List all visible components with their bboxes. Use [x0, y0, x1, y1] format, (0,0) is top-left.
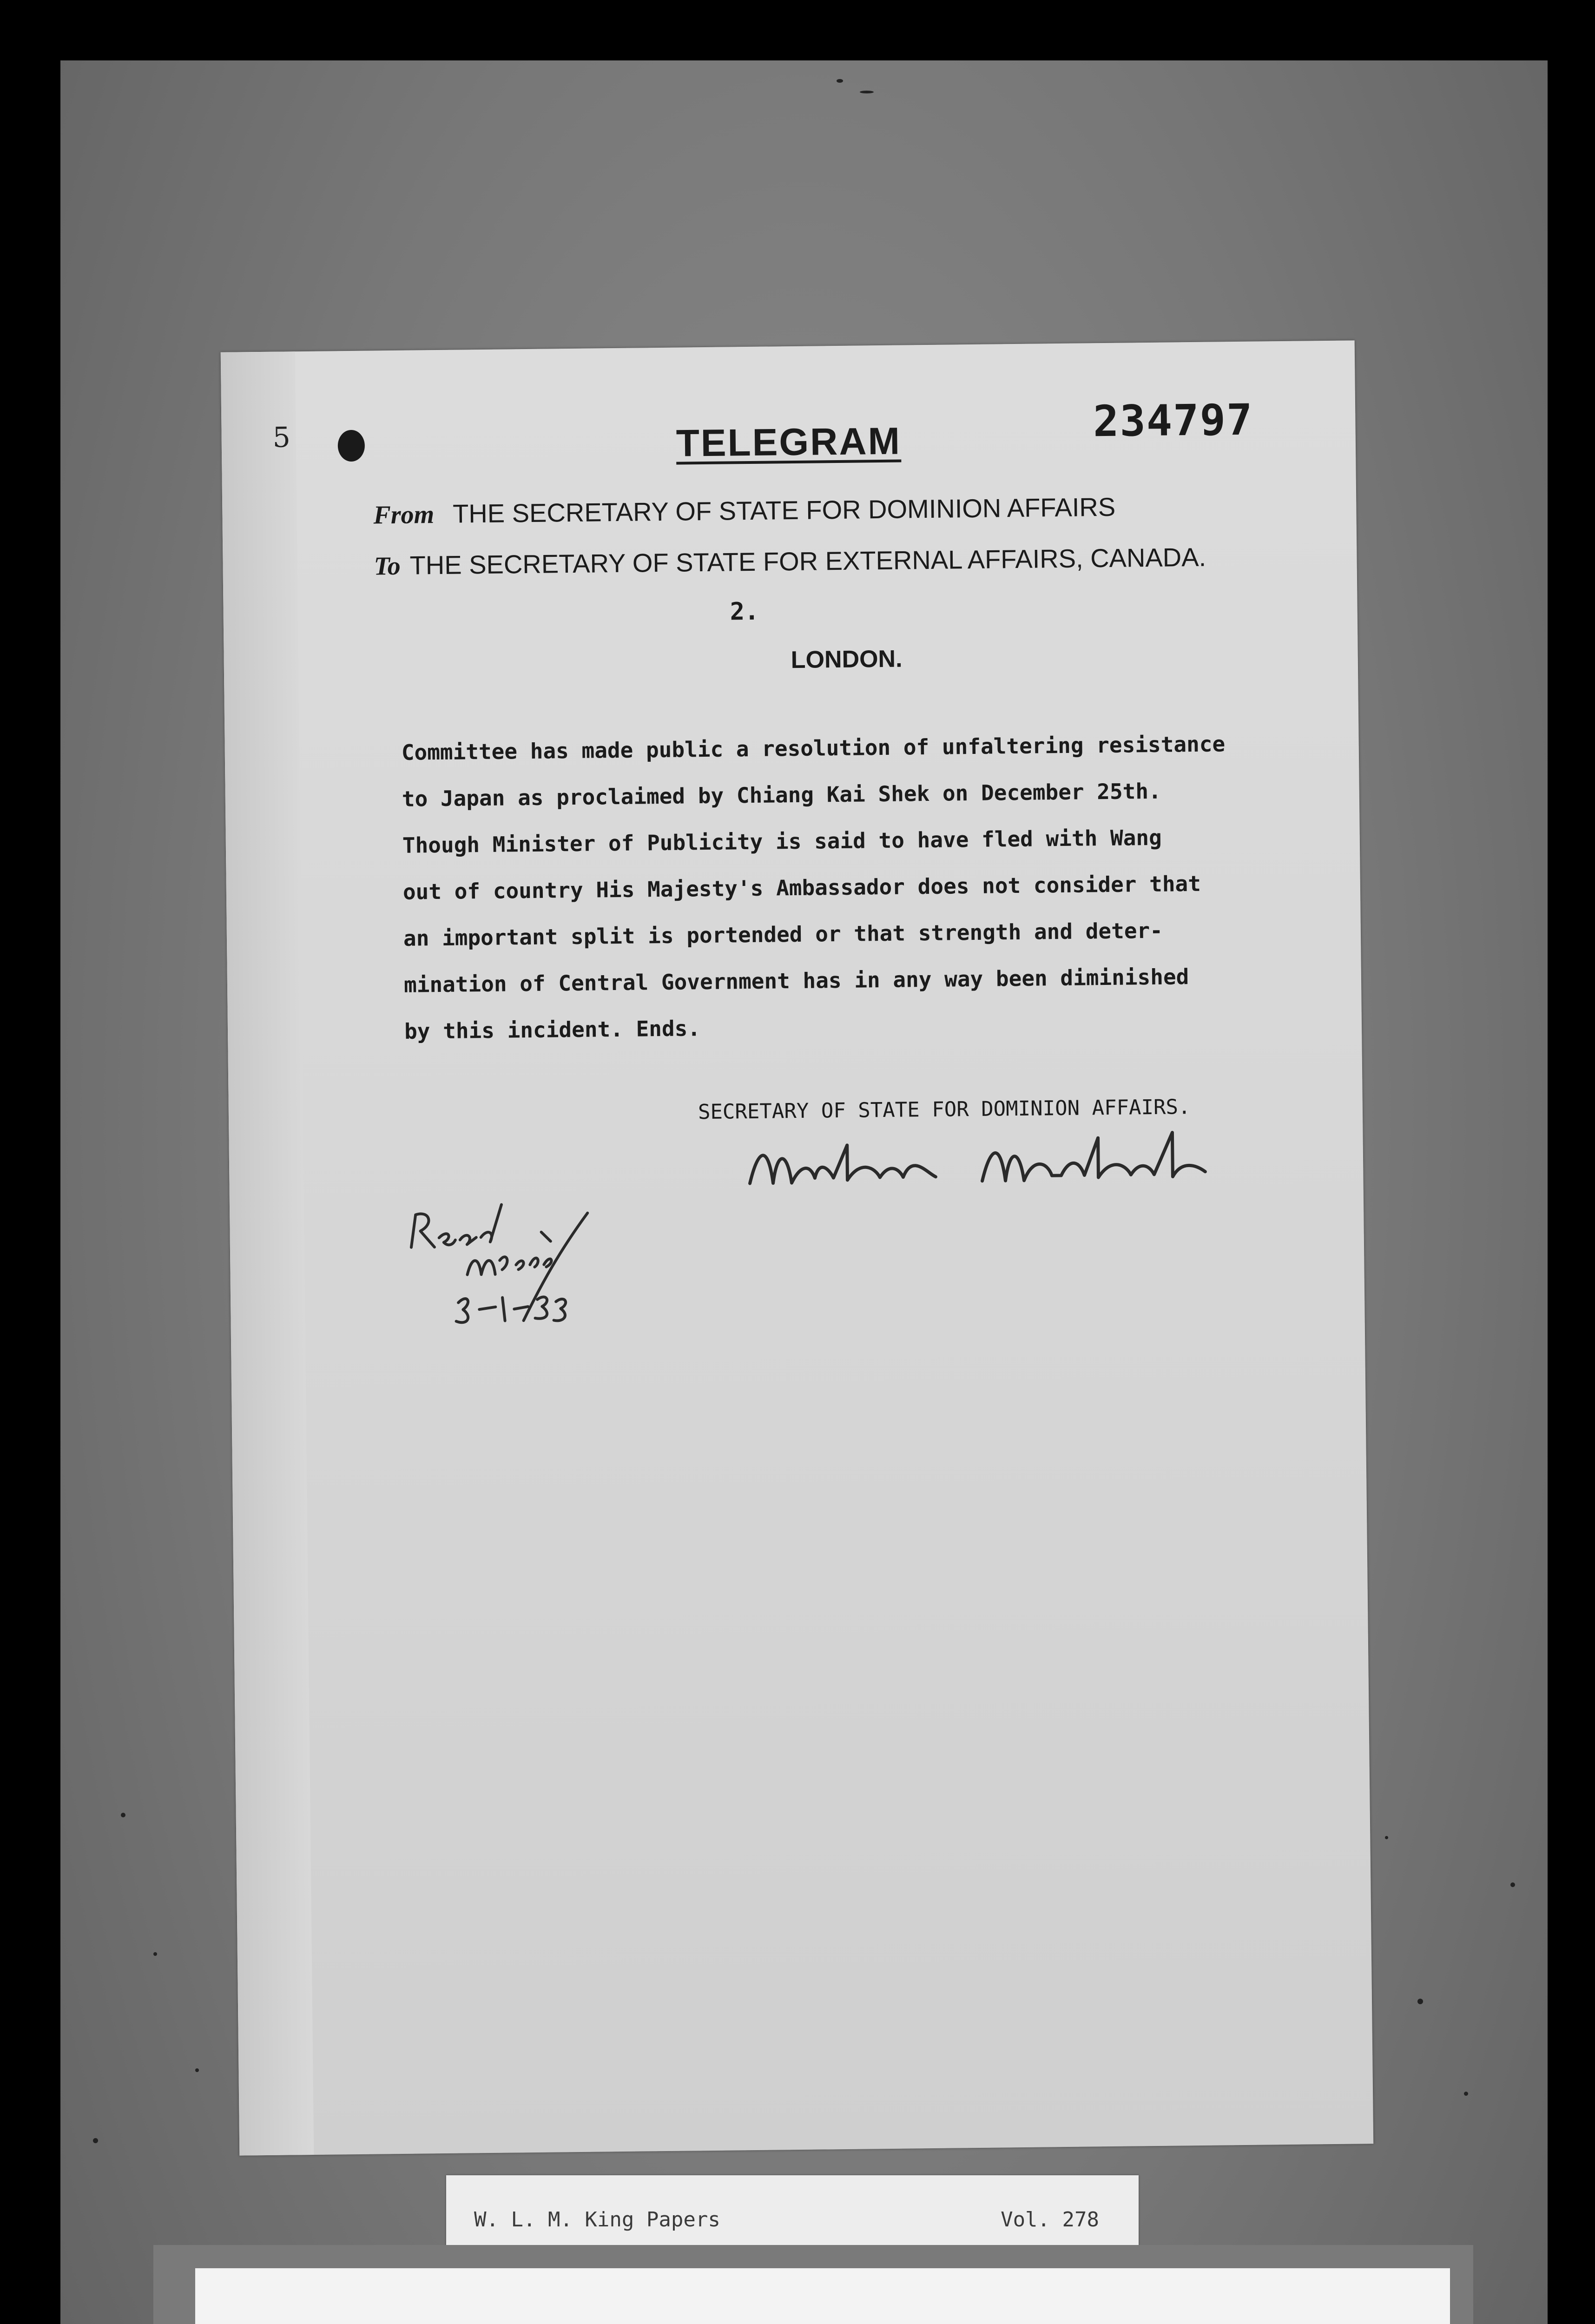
recipient-line	[374, 542, 1206, 581]
typed-signature: SECRETARY OF STATE FOR DOMINION AFFAIRS.	[698, 1095, 1191, 1124]
body-line: out of country His Majesty's Ambassador does not consider that	[402, 871, 1201, 905]
body-line: Committee has made public a resolution of unfaltering resistance	[401, 731, 1226, 765]
telegram-sheet	[221, 340, 1373, 2155]
sender-name: THE SECRETARY OF STATE FOR DOMINION AFFAIRS	[452, 492, 1116, 528]
film-speck	[860, 91, 874, 93]
body-line: mination of Central Government has in any way been diminished	[403, 964, 1189, 997]
message-body	[401, 720, 1343, 1055]
from-label: From	[373, 500, 435, 530]
film-speck	[1464, 2092, 1468, 2096]
document-number: 234797	[1093, 395, 1253, 447]
volume-number: Vol. 278	[1001, 2208, 1099, 2232]
film-speck	[195, 2068, 199, 2072]
film-speck	[1417, 1999, 1423, 2004]
film-speck	[153, 1952, 157, 1956]
body-line: an important split is portended or that strength and deter-	[403, 918, 1163, 951]
origin-city: LONDON.	[791, 645, 903, 674]
recipient-name: THE SECRETARY OF STATE FOR EXTERNAL AFFAIRS, CANADA.	[409, 542, 1206, 580]
archive-label	[195, 2268, 1450, 2324]
body-line: Though Minister of Publicity is said to have fled with Wang	[402, 825, 1162, 858]
to-label: To	[374, 551, 401, 581]
film-speck	[1385, 1836, 1388, 1839]
document-title: TELEGRAM	[676, 420, 902, 465]
film-speck	[1510, 1882, 1515, 1887]
body-line: to Japan as proclaimed by Chiang Kai Shek on December 25th.	[402, 778, 1161, 812]
sequence-number: 2.	[730, 597, 759, 626]
body-line: by this incident. Ends.	[404, 1016, 701, 1044]
collection-name: W. L. M. King Papers	[474, 2208, 720, 2232]
page-mark: 5	[272, 421, 291, 454]
handwritten-annotation	[401, 1181, 598, 1340]
sender-line	[373, 492, 1115, 530]
handwritten-signature	[740, 1113, 1252, 1202]
film-speck	[837, 79, 843, 83]
film-speck	[93, 2138, 98, 2143]
film-speck	[121, 1813, 125, 1817]
